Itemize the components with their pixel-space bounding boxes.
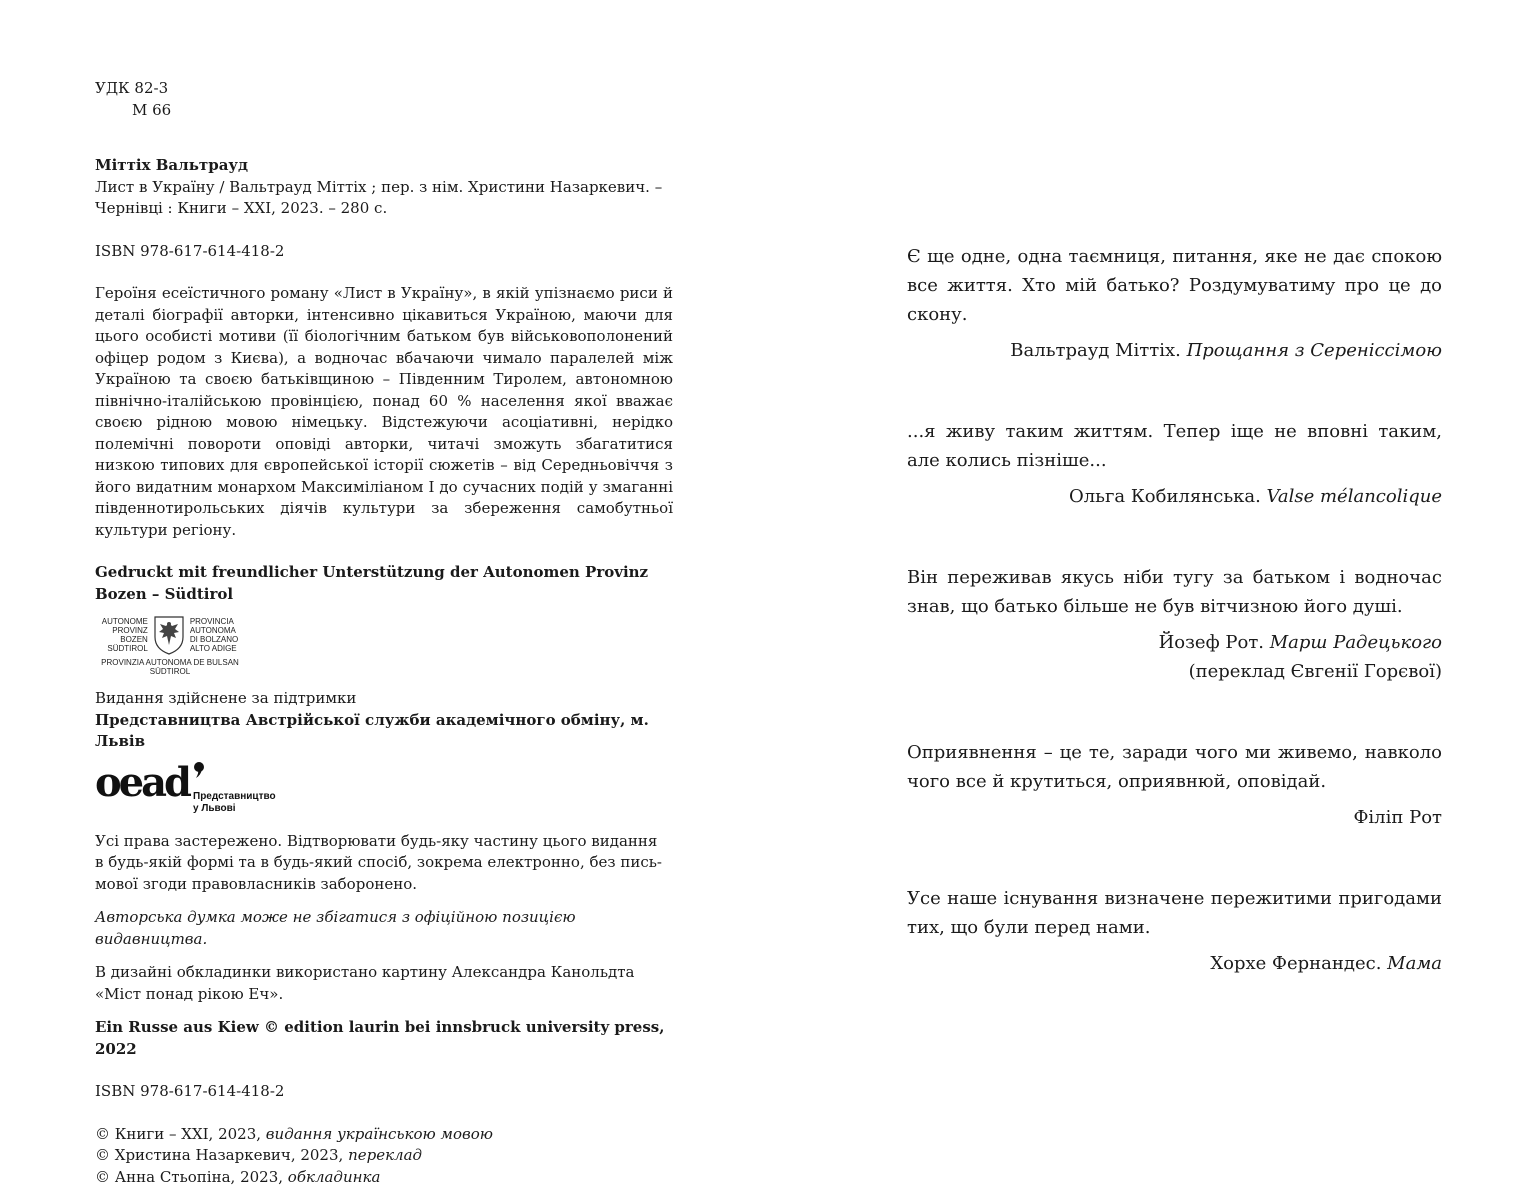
epigraph-attribution: Вальтрауд Міттіх. Прощання з Сереніссімою [907, 336, 1442, 365]
epigraph-text: ...я живу таким життям. Тепер іще не вповні таким, але колись пізніше... [907, 417, 1442, 475]
biblio-line: Чернівці : Книги – XXI, 2023. – 280 с. [95, 198, 673, 220]
author-heading: Міттіх Вальтрауд [95, 155, 673, 177]
bz-logo-left-text: AUTONOME PROVINZ BOZEN SÜDTIROL [102, 617, 148, 653]
oead-comma-icon [192, 761, 206, 779]
oead-subtitle: Представництво у Львові [193, 791, 276, 815]
original-rights: Ein Russe aus Kiew © edition laurin bei innsbruck university press, 2022 [95, 1017, 673, 1060]
epigraph [907, 242, 1442, 365]
annotation: Героїня есеїстичного роману «Лист в Україну», в якій упізнаємо риси й деталі біографії авторки, інтенсивно цікавиться Україною, маючи для цього особисті мотиви (її біологічним батьком був військовополонений офіцер родом з Києва), а водночас вбачаючи чимало паралелей між Україною та своєю батьківщиною – Південним Тиролем, автономною північно-італійською провінцією, понад 60 % населення якої вважає своєю рідною мовою німецьку. Відстежуючи асоціативні, нерідко полемічні повороти оповіді авторки, читачі зможуть збагатитися низкою типових для європейської історії сюжетів – від Середньовіччя з його видатним монархом Максиміліаном І до сучасних подій у змаганні південнотирольських діячів культури за збереження самобутньої культури регіону. [95, 283, 673, 541]
bz-logo-right-text: PROVINCIA AUTONOMA DI BOLZANO ALTO ADIGE [190, 617, 238, 653]
epigraph-text: Оприявнення – це те, заради чого ми живемо, навколо чого все й крутиться, оприявнюй, оповідай. [907, 738, 1442, 796]
biblio-line: Лист в Україну / Вальтрауд Міттіх ; пер. з нім. Христини Назаркевич. – [95, 177, 673, 199]
rights-notice: мової згоди правовласників заборонено. [95, 874, 673, 896]
epigraph-text: Усе наше існування визначене пережитими пригодами тих, що були перед нами. [907, 884, 1442, 942]
isbn-top: ISBN 978-617-614-418-2 [95, 241, 673, 263]
epigraph-attribution: Філіп Рот [907, 803, 1442, 832]
support-de: Gedruckt mit freundlicher Unterstützung der Autonomen Provinz [95, 562, 673, 584]
support-de: Bozen – Südtirol [95, 584, 673, 606]
udk-code: УДК 82-3 [95, 78, 673, 100]
epigraph-page [907, 242, 1442, 978]
epigraph-translator-note: (переклад Євгенії Горєвої) [907, 657, 1442, 686]
cover-note: В дизайні обкладинки використано картину Александра Канольдта [95, 962, 673, 984]
rights-notice: Усі права застережено. Відтворювати будь-яку частину цього видання [95, 831, 673, 853]
eagle-coat-of-arms-icon [152, 615, 186, 655]
copyright-line: © Христина Назаркевич, 2023, переклад [95, 1145, 673, 1167]
copyright-line: © Анна Стьопіна, 2023, обкладинка [95, 1167, 673, 1188]
bz-logo-bottom-text: PROVINZIA AUTONOMA DE BULSAN SÜDTIROL [101, 658, 239, 676]
epigraph [907, 563, 1442, 686]
cover-note: «Міст понад рікою Еч». [95, 984, 673, 1006]
support-ua: Представництва Австрійської служби академічного обміну, м. Львів [95, 710, 673, 753]
epigraph [907, 738, 1442, 832]
author-mark: М 66 [95, 100, 673, 122]
epigraph-text: Є ще одне, одна таємниця, питання, яке не дає спокою все життя. Хто мій батько? Роздумуватиму про це до скону. [907, 242, 1442, 329]
epigraph [907, 417, 1442, 511]
imprint-page [95, 78, 673, 1188]
epigraph [907, 884, 1442, 978]
oead-logo [95, 761, 673, 819]
epigraph-attribution: Йозеф Рот. Марш Радецького [907, 628, 1442, 657]
bolzano-province-logo [95, 615, 245, 676]
epigraph-attribution: Хорхе Фернандес. Мама [907, 949, 1442, 978]
author-opinion-note: Авторська думка може не збігатися з офіційною позицією видавництва. [95, 907, 673, 950]
epigraph-attribution: Ольга Кобилянська. Valse mélancolique [907, 482, 1442, 511]
copyright-line: © Книги – XXI, 2023, видання українською мовою [95, 1124, 673, 1146]
isbn-bottom: ISBN 978-617-614-418-2 [95, 1081, 673, 1103]
rights-notice: в будь-якій формі та в будь-який спосіб, зокрема електронно, без пись- [95, 852, 673, 874]
support-ua: Видання здійснене за підтримки [95, 688, 673, 710]
epigraph-text: Він переживав якусь ніби тугу за батьком і водночас знав, що батько більше не був вітчизною його душі. [907, 563, 1442, 621]
oead-wordmark: oead [95, 763, 189, 803]
